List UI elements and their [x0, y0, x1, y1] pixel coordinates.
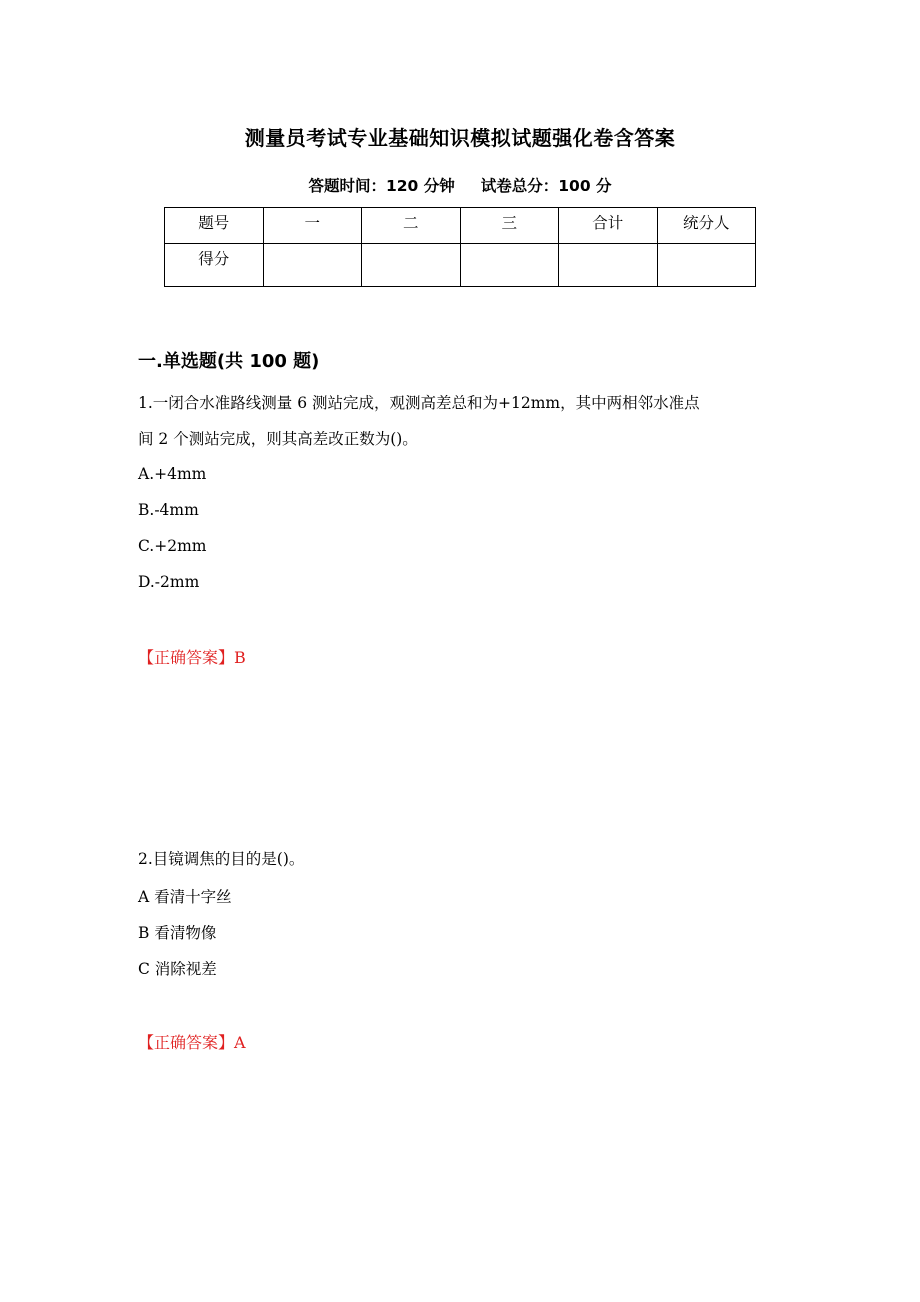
question-1-option-c: C.+2mm: [138, 537, 207, 555]
score-table-header-cell: 三: [460, 208, 559, 244]
score-table-header-cell: 合计: [559, 208, 658, 244]
question-2-answer: [138, 1030, 246, 1053]
total-score: 试卷总分：100 分: [480, 177, 612, 195]
question-1-stem-line2: 间 2 个测站完成，则其高差改正数为()。: [138, 430, 418, 448]
score-table-score-row: [165, 244, 756, 287]
score-table-header-cell: 一: [263, 208, 362, 244]
question-2-option-b: B 看清物像: [138, 924, 217, 942]
answer-label: 【正确答案】: [138, 648, 235, 667]
question-1-option-b: B.-4mm: [138, 501, 199, 519]
score-table-header-cell: 二: [362, 208, 461, 244]
question-1-answer: [138, 645, 246, 668]
score-table-header-row: [165, 208, 756, 244]
score-cell: [362, 244, 461, 287]
question-2-option-a: A 看清十字丝: [138, 888, 232, 906]
answer-value: A: [234, 1033, 246, 1052]
score-cell: [657, 244, 756, 287]
exam-time: 答题时间：120 分钟: [308, 177, 455, 195]
score-cell: [460, 244, 559, 287]
answer-label: 【正确答案】: [138, 1033, 235, 1052]
score-cell: [559, 244, 658, 287]
score-table-header-cell: 题号: [165, 208, 264, 244]
score-table-header-cell: 统分人: [657, 208, 756, 244]
exam-info: [0, 174, 920, 196]
answer-value: B: [234, 648, 246, 667]
score-cell: [263, 244, 362, 287]
score-table: [164, 207, 756, 287]
document-title: 测量员考试专业基础知识模拟试题强化卷含答案: [244, 126, 676, 150]
question-1-option-a: A.+4mm: [138, 465, 207, 483]
score-table-row-label: 得分: [165, 244, 264, 287]
question-1-option-d: D.-2mm: [138, 573, 200, 591]
question-2-stem-line1: 2.目镜调焦的目的是()。: [138, 850, 305, 868]
section-heading: 一.单选题(共 100 题): [138, 351, 320, 372]
question-1-stem-line1: 1.一闭合水准路线测量 6 测站完成，观测高差总和为+12mm，其中两相邻水准点: [138, 394, 700, 412]
question-2-option-c: C 消除视差: [138, 960, 217, 978]
